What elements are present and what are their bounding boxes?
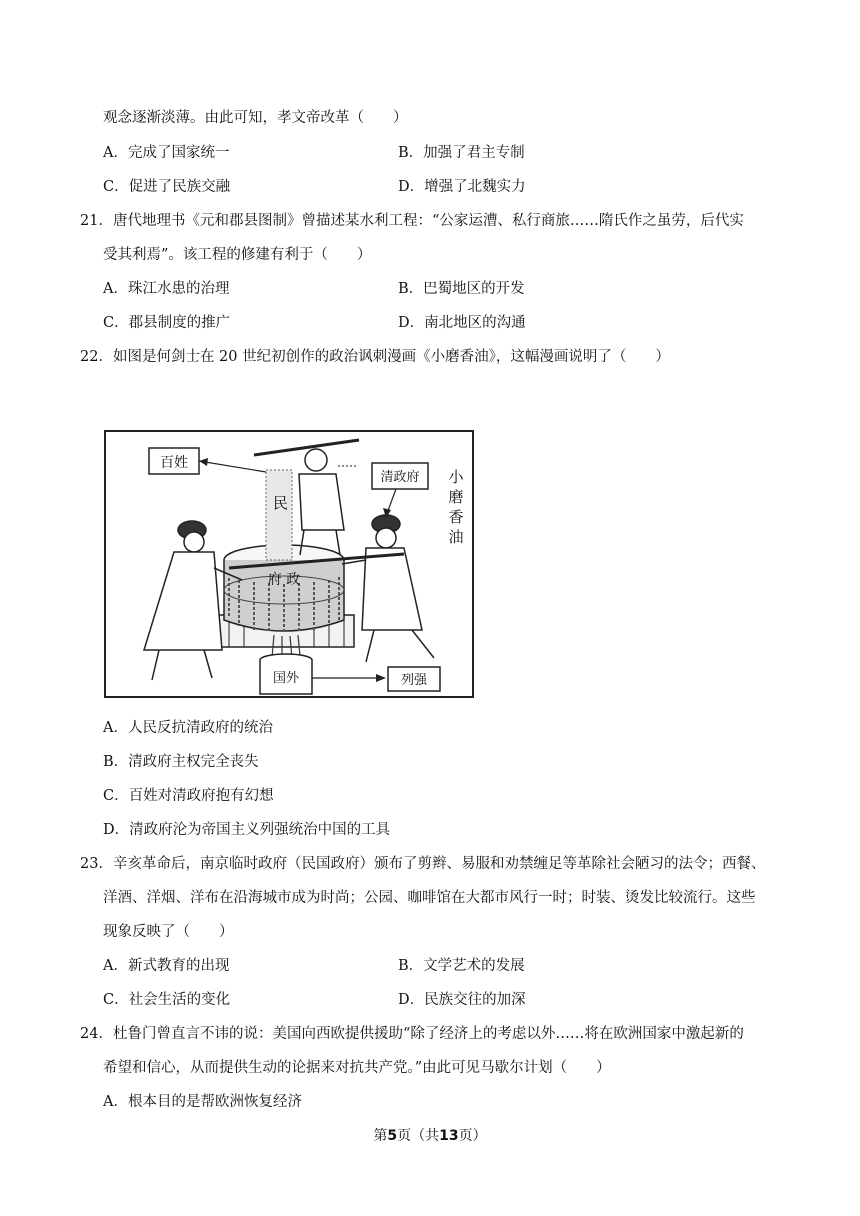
q21-option-a: A．珠江水患的治理 bbox=[103, 281, 230, 297]
q20-option-d: D．增强了北魏实力 bbox=[398, 179, 526, 195]
label-title-char: 小 bbox=[448, 468, 464, 486]
q23-option-a: A．新式教育的出现 bbox=[103, 958, 230, 974]
footer-mid: 页（共 bbox=[397, 1128, 440, 1144]
q22-option-a: A．人民反抗清政府的统治 bbox=[103, 720, 273, 736]
page-total: 13 bbox=[439, 1128, 459, 1144]
label-title-char: 香 bbox=[448, 508, 464, 526]
q23-option-b: B．文学艺术的发展 bbox=[398, 958, 525, 974]
label-guowai: 国外 bbox=[272, 671, 300, 686]
q23-option-d: D．民族交往的加深 bbox=[398, 992, 526, 1008]
q20-option-a: A．完成了国家统一 bbox=[103, 145, 230, 161]
q23-option-c: C．社会生活的变化 bbox=[103, 992, 231, 1008]
page-number: 5 bbox=[387, 1128, 398, 1144]
q21-option-d: D．南北地区的沟通 bbox=[398, 315, 526, 331]
label-min: 民 bbox=[273, 494, 289, 512]
q21-stem-line1: 21．唐代地理书《元和郡县图制》曾描述某水利工程：“公家运漕、私行商旅……隋氏作之虽劳，后代实 bbox=[80, 213, 744, 229]
q24-stem-line2: 希望和信心，从而提供生动的论据来对抗共产党。”由此可见马歇尔计划（ ） bbox=[103, 1060, 611, 1076]
q22-option-c: C．百姓对清政府抱有幻想 bbox=[103, 788, 274, 804]
q23-stem-line1: 23．辛亥革命后，南京临时政府（民国政府）颁布了剪辫、易服和劝禁缠足等革除社会陋习的法令；西餐、 bbox=[80, 856, 766, 872]
q22-option-b: B．清政府主权完全丧失 bbox=[103, 754, 259, 770]
q22-option-d: D．清政府沦为帝国主义列强统治中国的工具 bbox=[103, 822, 391, 838]
footer-post: 页） bbox=[458, 1128, 487, 1144]
q20-option-b: B．加强了君主专制 bbox=[398, 145, 525, 161]
q20-option-c: C．促进了民族交融 bbox=[103, 179, 231, 195]
label-lieqiang: 列强 bbox=[400, 673, 428, 688]
label-qing: 清政府 bbox=[380, 470, 420, 485]
q22-stem: 22．如图是何剑士在 20 世纪初创作的政治讽刺漫画《小磨香油》，这幅漫画说明了（ ） bbox=[80, 349, 670, 365]
label-title-char: 油 bbox=[448, 528, 464, 546]
grain-stream bbox=[266, 470, 292, 560]
label-title-char: 磨 bbox=[448, 488, 464, 506]
q24-stem-line1: 24．杜鲁门曾直言不讳的说：美国向西欧提供援助“除了经济上的考虑以外……将在欧洲国家中激起新的 bbox=[80, 1026, 744, 1042]
q21-option-b: B．巴蜀地区的开发 bbox=[398, 281, 525, 297]
q24-option-a: A．根本目的是帮欧洲恢复经济 bbox=[103, 1094, 302, 1110]
q20-stem: 观念逐渐淡薄。由此可知，孝文帝改革（ ） bbox=[103, 110, 408, 126]
q23-stem-line2: 洋酒、洋烟、洋布在沿海城市成为时尚；公园、咖啡馆在大都市风行一时；时装、烫发比较流行。这些 bbox=[103, 890, 756, 906]
footer-pre: 第 bbox=[373, 1128, 388, 1144]
cartoon-xiaomo-xiangyou bbox=[104, 430, 474, 698]
label-fuzheng: 府 政 bbox=[267, 572, 301, 588]
q21-stem-line2: 受其利焉”。该工程的修建有利于（ ） bbox=[103, 247, 372, 263]
q21-option-c: C．郡县制度的推广 bbox=[103, 315, 231, 331]
label-baixing: 百姓 bbox=[160, 455, 188, 471]
q23-stem-line3: 现象反映了（ ） bbox=[103, 924, 234, 940]
page-footer bbox=[0, 1125, 860, 1145]
